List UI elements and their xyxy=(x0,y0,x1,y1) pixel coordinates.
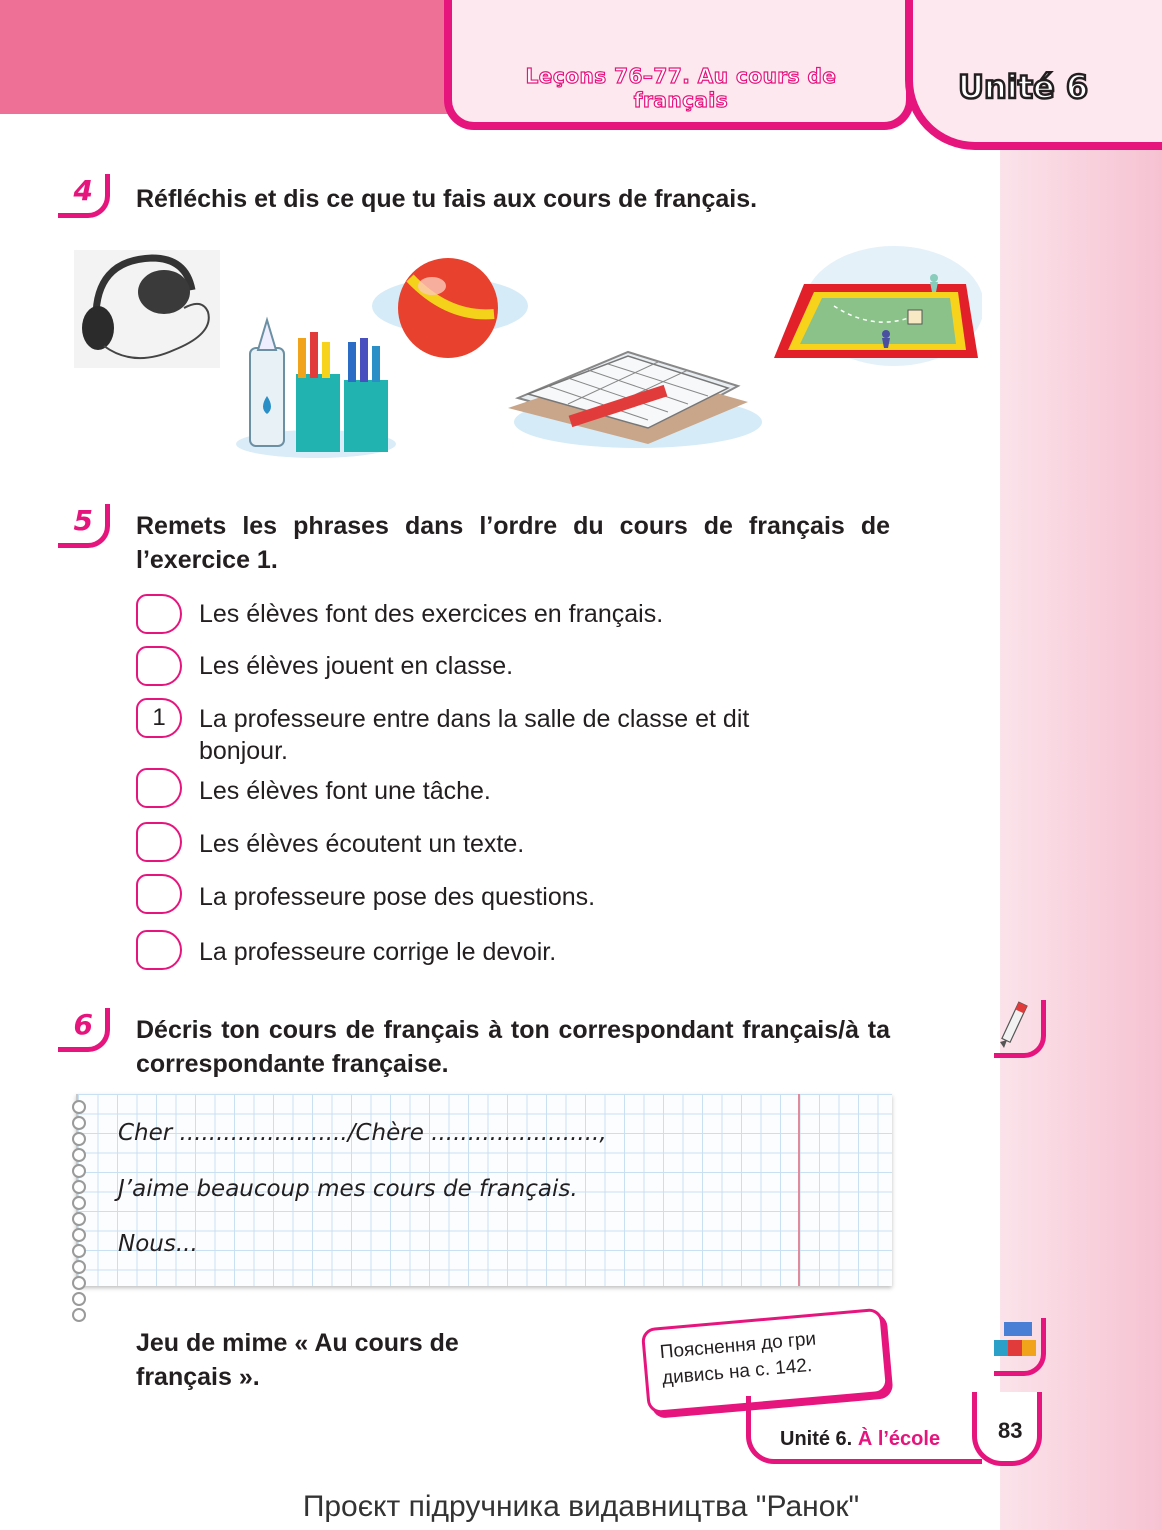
ball-icon xyxy=(370,258,530,368)
mime-game-text: Jeu de mime « Au cours de français ». xyxy=(136,1329,459,1391)
footer-title: À l’école xyxy=(857,1428,941,1450)
order-box-3[interactable]: 1 xyxy=(136,698,182,738)
pencil-icon xyxy=(994,998,1034,1052)
notebook-area[interactable] xyxy=(76,1094,892,1286)
sentence-6: La professeure pose des questions. xyxy=(199,883,596,911)
notebook-margin-line xyxy=(798,1094,800,1286)
exercise-number-6: 6 xyxy=(58,1008,110,1052)
footer-unit: Unité 6. xyxy=(780,1428,853,1450)
notebook-rings xyxy=(72,1100,84,1280)
order-box-5[interactable] xyxy=(136,822,182,862)
exercise-4-instruction: Réfléchis et dis ce que tu fais aux cours de français. xyxy=(136,185,758,213)
lesson-title: Leçons 76–77. Au cours de français xyxy=(525,64,837,112)
order-box-1[interactable] xyxy=(136,594,182,634)
writing-task-marker xyxy=(994,1000,1046,1058)
top-decor-band xyxy=(0,0,455,114)
order-box-4[interactable] xyxy=(136,768,182,808)
notebook-line-3: Nous... xyxy=(118,1231,198,1257)
order-box-6[interactable] xyxy=(136,874,182,914)
page-number: 83 xyxy=(998,1418,1023,1443)
exercise-6-instruction: Décris ton cours de français à ton correspondant français/à ta correspondante française. xyxy=(136,1016,890,1078)
game-note-text: Пояснення до гри дивись на с. 142. xyxy=(658,1328,817,1389)
sentence-3: La professeure entre dans la salle de classe et dit bonjour. xyxy=(199,705,750,765)
exercise-number-4: 4 xyxy=(58,174,110,218)
order-box-2[interactable] xyxy=(136,646,182,686)
exercise-5-instruction: Remets les phrases dans l’ordre du cours de français de l’exercice 1. xyxy=(136,512,890,574)
blocks-icon xyxy=(992,1320,1036,1366)
sentence-1: Les élèves font des exercices en français. xyxy=(199,600,664,628)
sentence-5: Les élèves écoutent un texte. xyxy=(199,830,525,858)
board-game-icon xyxy=(774,236,982,376)
right-decor-band xyxy=(1000,0,1162,1530)
footer-unit-label xyxy=(780,1428,940,1451)
watermark: Проєкт підручника видавництва "Ранок" xyxy=(302,1490,860,1523)
headphones-icon xyxy=(74,250,220,368)
game-task-marker xyxy=(994,1318,1046,1376)
order-box-7[interactable] xyxy=(136,930,182,970)
notebook-line-1: Cher ......................./Chère ......................., xyxy=(118,1120,607,1146)
notebook-ruler-icon xyxy=(508,338,762,448)
exercise-number-5: 5 xyxy=(58,504,110,548)
sentence-7: La professeure corrige le devoir. xyxy=(199,938,557,966)
sentence-2: Les élèves jouent en classe. xyxy=(199,652,514,680)
notebook-line-2: J’aime beaucoup mes cours de français. xyxy=(118,1176,578,1202)
unit-label: Unité 6 xyxy=(958,68,1089,106)
sentence-4: Les élèves font une tâche. xyxy=(199,777,491,805)
